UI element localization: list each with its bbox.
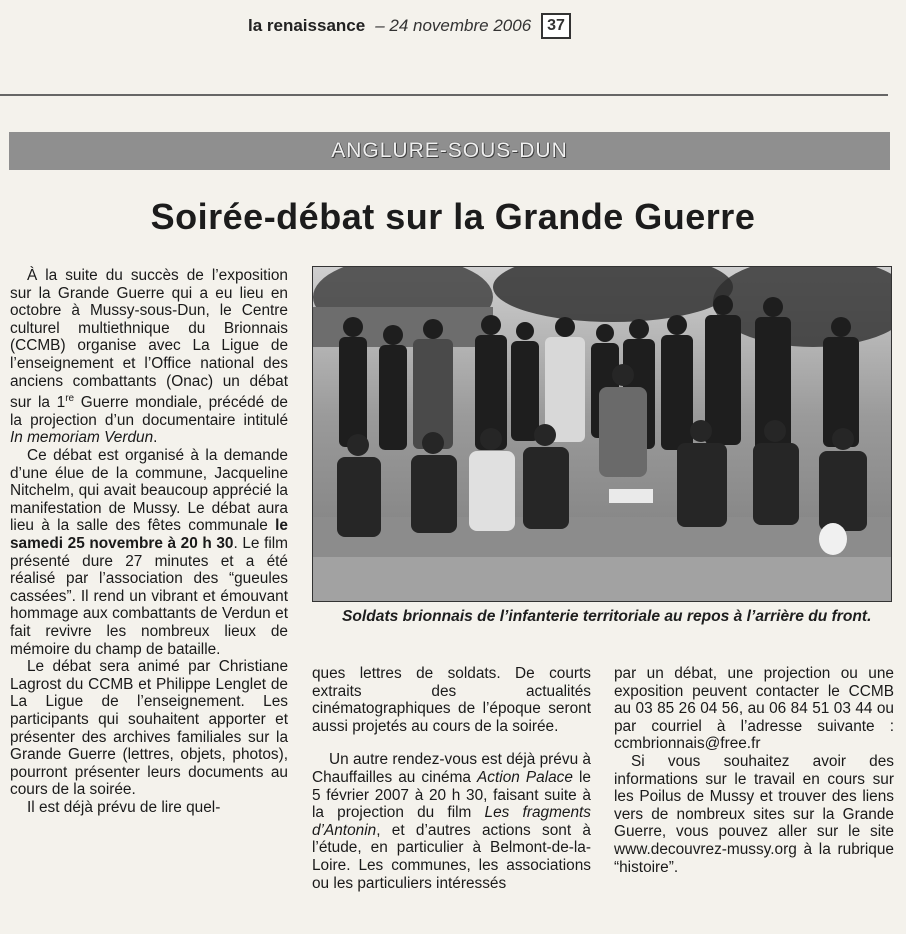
paragraph: Un autre rendez-vous est déjà prévu à Chauffailles au cinéma Action Palace le 5 février 2007 à 20 h 30, faisant suite à la projection du film Les fragments d’Antonin, et d’autres actions sont à l’étude, en particulier à Belmont-de-la-Loire. Les communes, les associations ou les particuliers intéressés bbox=[312, 751, 591, 892]
article-column-2 bbox=[312, 665, 591, 892]
paragraph: par un débat, une projection ou une exposition peuvent contacter le CCMB au 03 85 26 04 56, au 06 84 51 03 44 ou par courriel à l’adresse suivante : ccmbrionnais@free.fr bbox=[614, 665, 894, 753]
article-column-1 bbox=[10, 267, 288, 817]
paragraph: Ce débat est organisé à la demande d’une élue de la commune, Jacqueline Nitchelm, qui avait beaucoup apprécié la manifestation de Mussy. Le débat aura lieu à la salle des fêtes communale le samedi 25 novembre à 20 h 30. Le film présenté dure 27 minutes et a été réalisé par l’association des “gueules cassées”. Il rend un vibrant et émouvant hommage aux combattants de Verdun et fait revivre les nombreux lieux de mémoire du champ de bataille. bbox=[10, 447, 288, 658]
section-title: ANGLURE-SOUS-DUN bbox=[331, 139, 568, 162]
article-column-3 bbox=[614, 665, 894, 876]
paragraph: Le débat sera animé par Christiane Lagrost du CCMB et Philippe Lenglet de La Ligue de l’enseignement. Les participants qui souhaitent apporter et présenter des archives familiales sur la Grande Guerre (lettres, objets, photos), pourront présenter leurs documents au cours de la soirée. bbox=[10, 658, 288, 799]
top-rule bbox=[0, 94, 888, 96]
issue-date: – 24 novembre 2006 bbox=[375, 16, 532, 35]
soldiers-group-image bbox=[313, 267, 891, 601]
section-banner bbox=[9, 132, 890, 170]
masthead bbox=[248, 10, 571, 42]
photo-caption: Soldats brionnais de l’infanterie territoriale au repos à l’arrière du front. bbox=[342, 608, 872, 625]
newspaper-name: la renaissance bbox=[248, 16, 366, 35]
page-number: 37 bbox=[541, 13, 571, 39]
film-title: Les fragments d’Antonin bbox=[312, 804, 591, 839]
documentary-title: In memoriam Verdun bbox=[10, 429, 154, 447]
event-date: le samedi 25 novembre à 20 h 30 bbox=[10, 517, 288, 553]
historical-soldiers-photo bbox=[312, 266, 892, 602]
paragraph: À la suite du succès de l’exposition sur la Grande Guerre qui a eu lieu en octobre à Mussy-sous-Dun, le Centre culturel multiethnique du Brionnais (CCMB) organise avec La Ligue de l’enseignement et l’Office national des anciens combattants (Onac) un débat sur la 1re Guerre mondiale, précédé de la projection d’un documentaire intitulé In memoriam Verdun. bbox=[10, 267, 288, 447]
paragraph: Si vous souhaitez avoir des informations sur le travail en cours sur les Poilus de Mussy et trouver des liens vers de nombreux sites sur la Grande Guerre, vous pouvez aller sur le site www.decouvrez-mussy.org à la rubrique “histoire”. bbox=[614, 752, 894, 876]
paragraph: Il est déjà prévu de lire quel- bbox=[27, 798, 221, 816]
paragraph: ques lettres de soldats. De courts extraits des actualités cinématographiques de l’époque seront aussi projetés au cours de la soirée. bbox=[312, 665, 591, 735]
cinema-name: Action Palace bbox=[477, 768, 573, 786]
article-headline: Soirée-débat sur la Grande Guerre bbox=[150, 196, 756, 237]
